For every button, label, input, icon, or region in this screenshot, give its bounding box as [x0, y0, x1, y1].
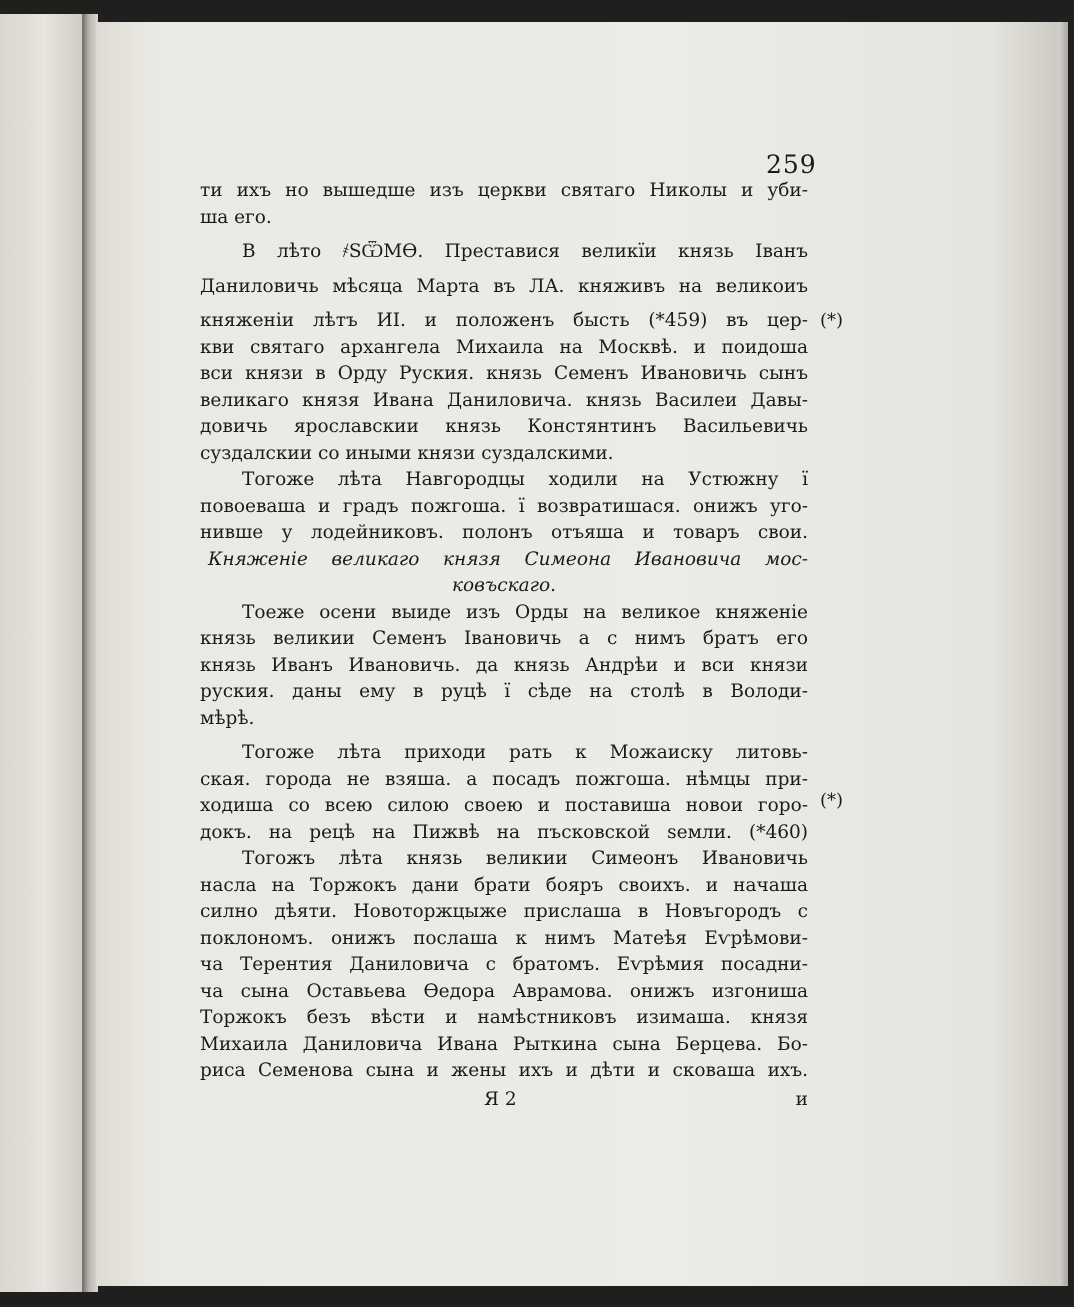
page-edge-shadow: [1058, 22, 1068, 1286]
text-line: мѣрѣ.: [200, 707, 255, 729]
text-line: силно дѣяти. Новоторжцыже прислаша в Новъгородъ с: [200, 901, 808, 922]
page-number: 259: [766, 150, 817, 179]
text-line: Тогожъ лѣта князь великии Симеонъ Ивановичь: [242, 848, 808, 869]
section-heading-continuation: ковъскаго.: [451, 575, 557, 596]
text-line: суздалскии со иными князи суздалскими.: [200, 442, 614, 464]
text-line: риса Семенова сына и жены ихъ и дѣти и сковаша ихъ.: [200, 1060, 808, 1081]
text-line: руския. даны ему в руцѣ ї сѣде на столѣ в Володи-: [200, 681, 808, 702]
margin-note: (*): [820, 790, 844, 811]
text-line: насла на Торжокъ дани брати бояръ своихъ. и начаша: [200, 874, 808, 896]
text-line: ходиша со всею силою своею и поставиша новои горо-: [200, 795, 808, 816]
text-line: Тогоже лѣта Навгородцы ходили на Устюжну ї: [242, 469, 808, 490]
text-line: Тоеже осени выиде изъ Орды на великое княженiе: [242, 601, 808, 623]
margin-note: (*): [820, 310, 844, 331]
signature-mark: Я 2: [484, 1088, 517, 1110]
text-line: докъ. на рецѣ на Пижвѣ на пъсковской ѕемли. (*460): [200, 821, 808, 843]
text-line: Даниловичь мѣсяца Марта въ ЛА. княживъ на великоиъ: [200, 275, 808, 297]
text-line: князь Иванъ Ивановичь. да князь Андрѣи и вси князи: [200, 654, 808, 676]
text-line: ча сына Оставьева Ѳедора Аврамова. онижъ изгониша: [200, 980, 808, 1002]
text-line: князь великии Семенъ Iвановичь а с нимъ братъ его: [200, 628, 808, 649]
text-line: Торжокъ безъ вѣсти и намѣстниковъ изимаша. князя: [200, 1007, 808, 1028]
text-line: Тогоже лѣта приходи рать к Можаиску литовь-: [242, 742, 808, 763]
text-line: вси князи в Орду Руския. князь Семенъ Ивановичь сынъ: [200, 363, 808, 384]
text-line: В лѣто ҂ЅѾМѲ. Преставися великїи князь Iванъ: [242, 241, 808, 262]
text-line: ша его.: [200, 206, 272, 228]
page-footer: [200, 1089, 808, 1119]
left-page-edge: [0, 14, 82, 1292]
text-line: ча Терентия Даниловича с братомъ. Еѵрѣмия посадни-: [200, 954, 808, 975]
text-line: довичь ярославскии князь Констянтинъ Васильевичь: [200, 416, 808, 437]
section-heading: Княженiе великаго князя Симеона Ивановича мос-: [208, 548, 808, 570]
text-line: Михаила Даниловича Ивана Рыткина сына Берцева. Бо-: [200, 1033, 808, 1055]
text-line: повоеваша и градъ пожгоша. ї возвратишася. онижъ уго-: [200, 495, 808, 517]
text-line: поклономъ. онижъ послаша к нимъ Матеѣя Еѵрѣмови-: [200, 927, 808, 949]
text-line: великаго князя Ивана Даниловича. князь Василеи Давы-: [200, 389, 808, 411]
text-line: нивше у лодейниковъ. полонъ отъяша и товаръ свои.: [200, 522, 808, 543]
catchword: и: [795, 1088, 808, 1110]
text-line: ти ихъ но вышедше изъ церкви святаго Николы и уби-: [200, 180, 808, 201]
text-line: ская. города не взяша. а посадъ пожгоша. нѣмцы при-: [200, 768, 808, 790]
text-line: княженiи лѣтъ ИI. и положенъ бысть (*459) въ цер-: [200, 310, 808, 331]
page-text: [200, 178, 808, 1119]
text-line: кви святаго архангела Михаила на Москвѣ. и поидоша: [200, 336, 808, 358]
